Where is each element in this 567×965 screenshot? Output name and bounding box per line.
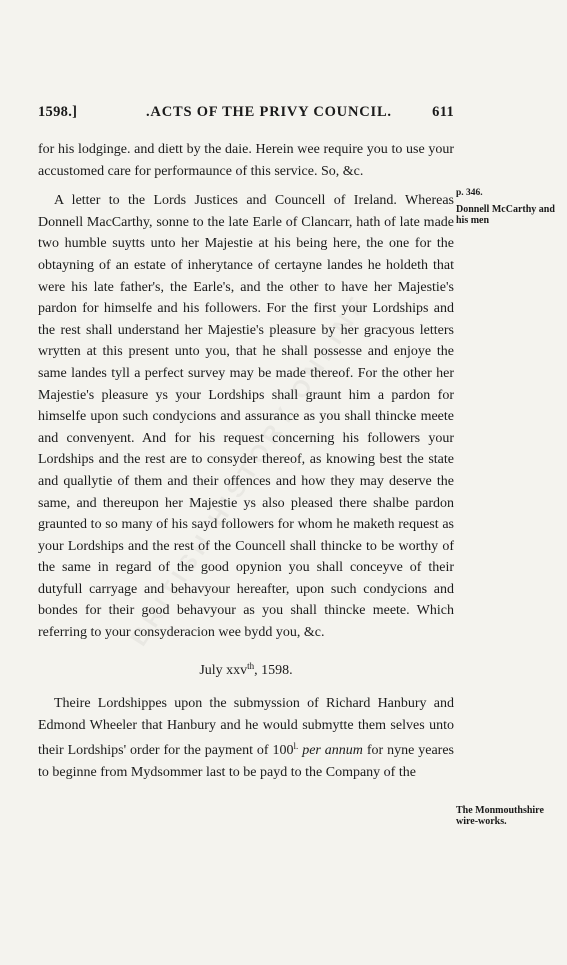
per-annum: per annum xyxy=(302,743,363,759)
page-reference: p. 346. xyxy=(456,188,483,198)
header-year: 1598.] xyxy=(38,104,78,120)
date-heading xyxy=(38,656,454,682)
margin-note-wireworks xyxy=(456,805,556,827)
running-header xyxy=(38,104,454,124)
date-prefix: July xxv xyxy=(199,662,248,678)
margin-note-mccarthy-text: Donnell McCarthy and his men xyxy=(456,204,555,226)
paragraph-hanbury-end: for nyne yeares to beginne from Mydsommer last to be payd to the Company of the xyxy=(38,743,454,781)
header-title: .ACTS OF THE PRIVY COUNCIL. xyxy=(146,104,392,120)
page-number: 611 xyxy=(432,104,454,120)
margin-note-wireworks-text: The Monmouthshire wire-works. xyxy=(456,805,544,827)
currency-unit: l. xyxy=(293,741,299,752)
date-suffix: , 1598. xyxy=(254,662,293,678)
body-text xyxy=(38,139,454,792)
paragraph-continuation: for his lodginge. and diett by the daie. Herein wee require you to use your accustomed care for performaunce of this service. So, &c. xyxy=(38,142,454,179)
margin-note-mccarthy xyxy=(456,188,556,226)
paragraph-hanbury-start: Theire Lordshippes upon the submyssion of Richard Hanbury and Edmond Wheeler that Hanbury and he would submytte them selves unto their Lordships' order for the payment of 100 xyxy=(38,696,454,759)
date-ordinal: th xyxy=(247,660,255,671)
paragraph-hanbury xyxy=(38,693,454,783)
paragraph-letter-ireland: A letter to the Lords Justices and Councell of Ireland. Whereas Donnell MacCarthy, sonne to the late Earle of Clancarr, hath of late made two humble suytts unto her Majestie at his being here, the one for the obtayning of an estate of inherytance of certayne landes he holdeth that were his late father's, the Earle's, and the other to have her Majestie's pardon for himselfe and his followers. For the first your Lordships and the rest shall understand her Majestie's pleasure by her gracyous letters wrytten at this present unto you, that he shall possesse and enjoye the same landes tyll a perfect survey may be made thereof. For the other her Majestie's pleasure ys your Lordships shall graunt him a pardon for himselfe upon such condycions and assurance as you shall thincke meete and convenyent. And for his request concerning his followers your Lordships and the rest are to consyder thereof, as knowing best the state and quallytie of them and their offences and how they may deserve the same, and thereupon her Majestie ys also pleased there shalbe pardon graunted to so many of his sayd followers for whom he maketh request as your Lordships and the rest of the Councell shall thincke to be worthy of the same in regard of the good opynion you shall conceyve of their dutyfull carryage and behavyour hereafter, upon such condycions and bondes for their good behavyour as you shall thincke meete. Which referring to your consyderacion wee bydd you, &c. xyxy=(38,193,454,641)
